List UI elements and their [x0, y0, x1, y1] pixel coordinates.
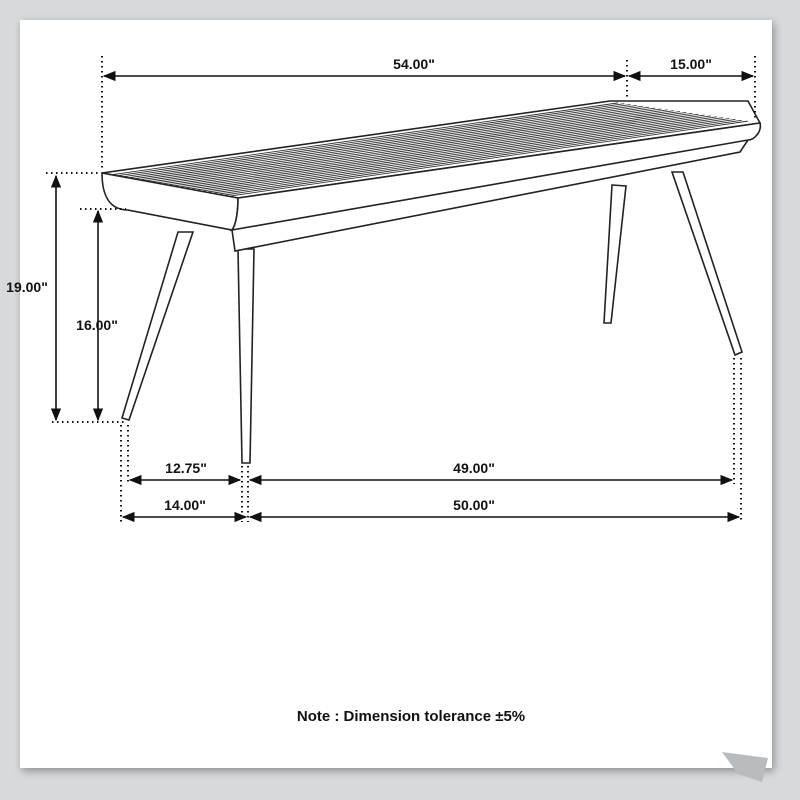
page-curl	[722, 752, 768, 782]
inner-leg-span-label: 49.00"	[453, 460, 495, 476]
leg-splay-inner-label: 12.75"	[165, 460, 207, 476]
back-left-leg	[604, 185, 626, 323]
depth-label: 15.00"	[670, 56, 712, 72]
apron-height-label: 16.00"	[76, 317, 118, 333]
back-right-leg	[672, 172, 742, 355]
front-left-leg	[122, 232, 193, 420]
front-middle-leg	[238, 249, 254, 463]
overall-height-label: 19.00"	[6, 279, 48, 295]
leg-splay-outer-label: 14.00"	[164, 497, 206, 513]
tolerance-note: Note : Dimension tolerance ±5%	[296, 708, 526, 725]
overall-length-label: 54.00"	[393, 56, 435, 72]
bench-illustration	[102, 101, 760, 463]
outer-leg-span-label: 50.00"	[453, 497, 495, 513]
